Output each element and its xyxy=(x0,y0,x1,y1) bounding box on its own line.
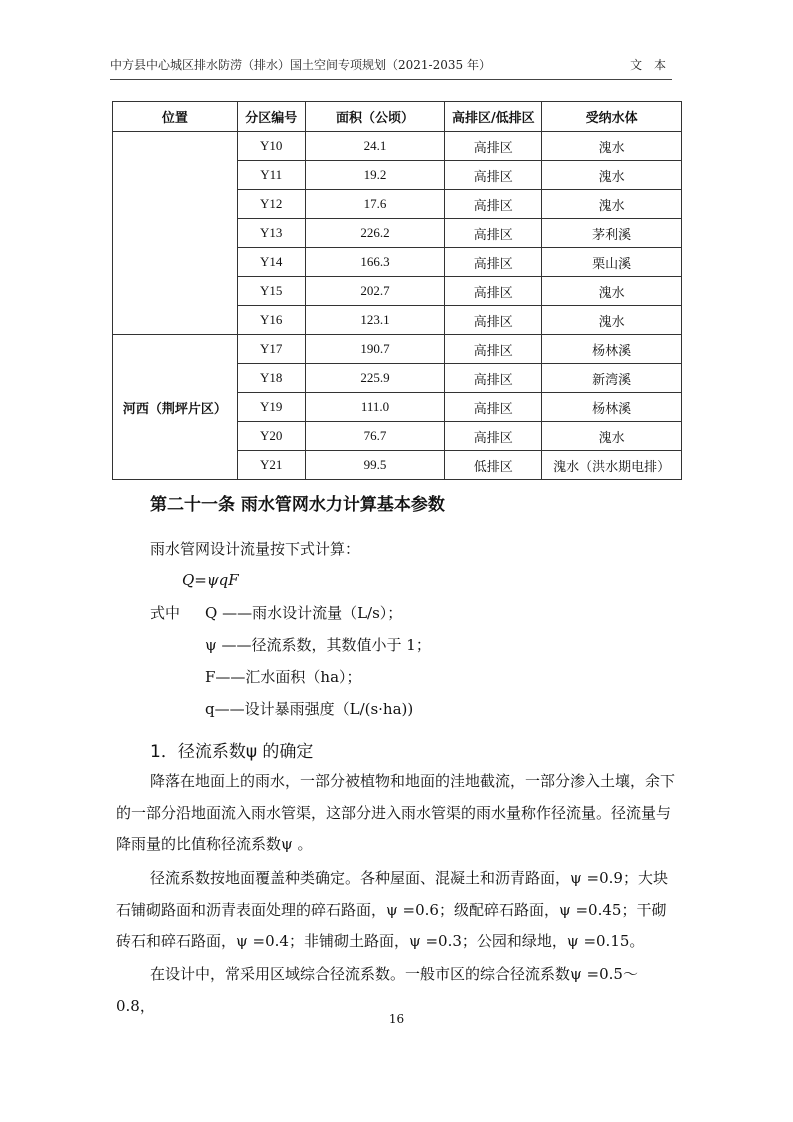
page-number: 16 xyxy=(388,1012,405,1026)
zone-type-cell: 高排区 xyxy=(445,190,542,219)
column-header: 面积（公顷） xyxy=(305,102,445,132)
zone-id-cell: Y11 xyxy=(237,161,305,190)
receiving-water-cell: 栗山溪 xyxy=(542,248,682,277)
page-header xyxy=(110,56,670,78)
area-cell: 76.7 xyxy=(305,422,445,451)
zone-id-cell: Y12 xyxy=(237,190,305,219)
column-header: 位置 xyxy=(113,102,238,132)
area-cell: 17.6 xyxy=(305,190,445,219)
receiving-water-cell: 杨林溪 xyxy=(542,393,682,422)
area-cell: 19.2 xyxy=(305,161,445,190)
zone-id-cell: Y13 xyxy=(237,219,305,248)
area-cell: 123.1 xyxy=(305,306,445,335)
receiving-water-cell: 新湾溪 xyxy=(542,364,682,393)
flow-formula: Q=ψqF xyxy=(182,571,239,589)
table-header-row xyxy=(113,102,682,132)
zone-id-cell: Y21 xyxy=(237,451,305,480)
area-cell: 99.5 xyxy=(305,451,445,480)
zone-id-cell: Y17 xyxy=(237,335,305,364)
definition-q: Q ——雨水设计流量（L/s）； xyxy=(205,604,403,622)
definition-psi: ψ ——径流系数，其数值小于 1； xyxy=(205,636,431,654)
zone-type-cell: 高排区 xyxy=(445,335,542,364)
section-heading: 1．径流系数ψ 的确定 xyxy=(150,742,314,762)
area-cell: 190.7 xyxy=(305,335,445,364)
zone-type-cell: 高排区 xyxy=(445,277,542,306)
zone-id-cell: Y16 xyxy=(237,306,305,335)
zone-type-cell: 高排区 xyxy=(445,161,542,190)
paragraph-runoff-definition: 降落在地面上的雨水，一部分被植物和地面的洼地截流，一部分渗入土壤，余下的一部分沿地面流入雨水管渠，这部分进入雨水管渠的雨水量称作径流量。径流量与降雨量的比值称径流系数ψ 。 xyxy=(116,772,676,853)
receiving-water-cell: 溾水 xyxy=(542,132,682,161)
column-header: 分区编号 xyxy=(237,102,305,132)
receiving-water-cell: 杨林溪 xyxy=(542,335,682,364)
zone-type-cell: 高排区 xyxy=(445,393,542,422)
area-cell: 225.9 xyxy=(305,364,445,393)
receiving-water-cell: 溾水 xyxy=(542,422,682,451)
zone-type-cell: 高排区 xyxy=(445,248,542,277)
location-cell-group1 xyxy=(113,132,238,335)
zone-type-cell: 高排区 xyxy=(445,132,542,161)
receiving-water-cell: 溾水 xyxy=(542,161,682,190)
where-label: 式中 xyxy=(150,604,181,622)
area-cell: 226.2 xyxy=(305,219,445,248)
area-cell: 111.0 xyxy=(305,393,445,422)
definition-f: F——汇水面积（ha）； xyxy=(205,668,362,686)
area-cell: 166.3 xyxy=(305,248,445,277)
area-cell: 24.1 xyxy=(305,132,445,161)
drainage-zone-table xyxy=(112,101,682,480)
header-divider xyxy=(110,79,672,80)
table-row xyxy=(113,132,682,161)
zone-type-cell: 高排区 xyxy=(445,364,542,393)
formula-intro: 雨水管网设计流量按下式计算： xyxy=(150,540,361,558)
definition-q-intensity: q——设计暴雨强度（L/(s·ha)) xyxy=(205,700,414,718)
receiving-water-cell: 溾水 xyxy=(542,190,682,219)
zone-type-cell: 高排区 xyxy=(445,306,542,335)
zone-id-cell: Y10 xyxy=(237,132,305,161)
paragraph-runoff-coefficients: 径流系数按地面覆盖种类确定。各种屋面、混凝土和沥青路面，ψ =0.9；大块石铺砌路面和沥青表面处理的碎石路面，ψ =0.6；级配碎石路面，ψ =0.45；干砌砖石和碎石路面，ψ =0.4；非铺砌土路面，ψ =0.3；公园和绿地，ψ =0.15。 xyxy=(116,869,668,950)
document-type-label: 文 本 xyxy=(630,58,670,72)
receiving-water-cell: 茅利溪 xyxy=(542,219,682,248)
document-title: 中方县中心城区排水防涝（排水）国土空间专项规划（2021-2035 年） xyxy=(110,58,491,72)
article-heading: 第二十一条 雨水管网水力计算基本参数 xyxy=(150,495,445,515)
zone-id-cell: Y20 xyxy=(237,422,305,451)
receiving-water-cell: 溾水 xyxy=(542,277,682,306)
table-row xyxy=(113,335,682,364)
zone-id-cell: Y14 xyxy=(237,248,305,277)
receiving-water-cell: 溾水 xyxy=(542,306,682,335)
zone-id-cell: Y18 xyxy=(237,364,305,393)
zone-type-cell: 高排区 xyxy=(445,219,542,248)
column-header: 受纳水体 xyxy=(542,102,682,132)
zone-id-cell: Y15 xyxy=(237,277,305,306)
area-cell: 202.7 xyxy=(305,277,445,306)
zone-type-cell: 低排区 xyxy=(445,451,542,480)
zone-id-cell: Y19 xyxy=(237,393,305,422)
location-cell-group2: 河西（荆坪片区） xyxy=(113,335,238,480)
column-header: 高排区/低排区 xyxy=(445,102,542,132)
receiving-water-cell: 溾水（洪水期电排） xyxy=(542,451,682,480)
paragraph-composite-coefficient: 在设计中，常采用区域综合径流系数。一般市区的综合径流系数ψ =0.5～0.8， xyxy=(116,965,638,1015)
zone-type-cell: 高排区 xyxy=(445,422,542,451)
